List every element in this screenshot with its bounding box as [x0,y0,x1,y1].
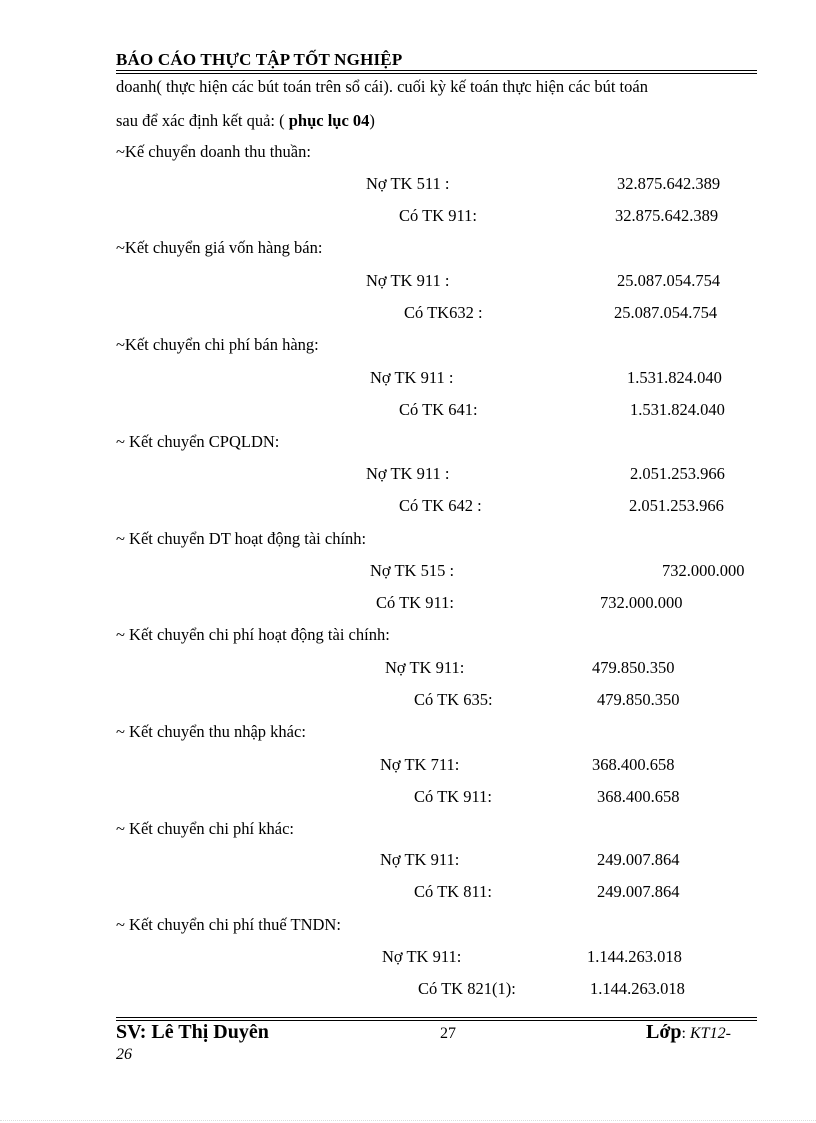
debit-label: Nợ TK 711: [380,755,460,774]
section-heading: ~Kế chuyển doanh thu thuần: [116,142,311,161]
credit-label: Có TK 641: [399,400,478,419]
page-number: 27 [440,1025,456,1042]
class-value: KT12- [690,1025,731,1042]
section-heading: ~Kết chuyển chi phí bán hàng: [116,335,319,354]
class-value-continued: 26 [116,1046,132,1063]
class-separator: : [681,1025,690,1042]
credit-label: Có TK 635: [414,690,493,709]
debit-value: 1.144.263.018 [587,947,682,966]
section-heading: ~Kết chuyển giá vốn hàng bán: [116,238,323,257]
credit-value: 2.051.253.966 [629,496,724,515]
intro-line-2-suffix: ) [369,111,375,130]
debit-label: Nợ TK 911 : [366,271,450,290]
debit-label: Nợ TK 511 : [366,174,450,193]
section-heading: ~ Kết chuyển chi phí thuế TNDN: [116,915,341,934]
section-heading: ~ Kết chuyển thu nhập khác: [116,722,306,741]
debit-label: Nợ TK 911 : [370,368,454,387]
credit-value: 368.400.658 [597,787,680,806]
debit-value: 732.000.000 [662,561,745,580]
section-heading: ~ Kết chuyển CPQLDN: [116,432,280,451]
credit-label: Có TK 911: [399,206,477,225]
page-header-title: BÁO CÁO THỰC TẬP TỐT NGHIỆP [116,50,403,69]
class-label [646,1021,731,1044]
credit-value: 32.875.642.389 [615,206,719,225]
debit-label: Nợ TK 911: [385,658,465,677]
credit-label: Có TK 911: [376,593,454,612]
debit-value: 479.850.350 [592,658,675,677]
credit-value: 1.144.263.018 [590,979,685,998]
credit-value: 1.531.824.040 [630,400,725,419]
intro-line-1: doanh( thực hiện các bút toán trên sổ cái). cuối kỳ kế toán thực hiện các bút toán [116,77,648,96]
credit-value: 732.000.000 [600,593,683,612]
debit-value: 368.400.658 [592,755,675,774]
debit-label: Nợ TK 911: [382,947,462,966]
credit-label: Có TK 811: [414,882,492,901]
debit-label: Nợ TK 515 : [370,561,455,580]
credit-value: 479.850.350 [597,690,680,709]
debit-value: 1.531.824.040 [627,368,722,387]
page-bottom-edge [0,1120,816,1121]
credit-label: Có TK632 : [404,303,483,322]
student-name: SV: Lê Thị Duyên [116,1021,269,1043]
section-heading: ~ Kết chuyển chi phí hoạt động tài chính: [116,625,390,644]
intro-line-2 [116,111,375,131]
debit-value: 25.087.054.754 [617,271,721,290]
debit-label: Nợ TK 911: [380,850,460,869]
debit-label: Nợ TK 911 : [366,464,450,483]
appendix-reference: phục lục 04 [288,111,370,130]
section-heading: ~ Kết chuyển DT hoạt động tài chính: [116,529,367,548]
class-label-text: Lớp [646,1021,682,1043]
credit-label: Có TK 911: [414,787,492,806]
credit-value: 25.087.054.754 [614,303,718,322]
header-rule-bottom [116,73,757,74]
debit-value: 249.007.864 [597,850,680,869]
header-rule-top [116,70,757,71]
debit-value: 2.051.253.966 [630,464,725,483]
section-heading: ~ Kết chuyển chi phí khác: [116,819,294,838]
credit-label: Có TK 642 : [399,496,482,515]
intro-line-2-prefix: sau để xác định kết quả: ( [116,111,289,130]
credit-value: 249.007.864 [597,882,680,901]
debit-value: 32.875.642.389 [617,174,721,193]
footer-rule-top [116,1017,757,1018]
credit-label: Có TK 821(1): [418,979,516,998]
